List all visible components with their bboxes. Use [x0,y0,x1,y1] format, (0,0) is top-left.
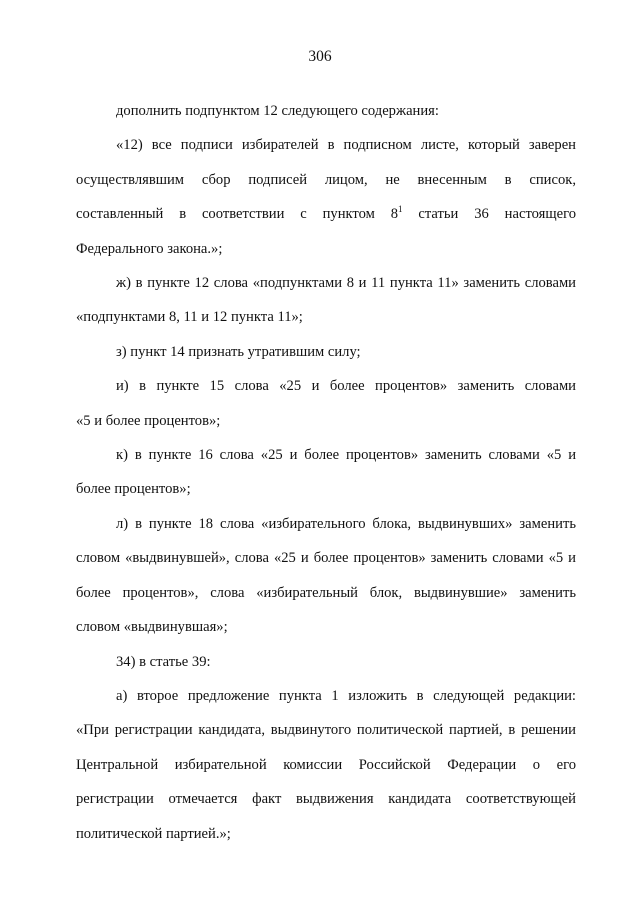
text-line: политической партией.»; [76,825,231,842]
page-number: 306 [308,48,332,65]
text-line: более процентов»; [76,481,191,498]
text-line: словом «выдвинувшая»; [76,619,228,636]
text-line: дополнить подпунктом 12 следующего содержания: [116,103,439,119]
text-line: Центральной избирательной комиссии Российской Федерации о его [76,756,576,773]
superscript: 1 [398,204,403,215]
text-line: «5 и более процентов»; [76,412,221,429]
text-line: з) пункт 14 признать утратившим силу; [116,343,361,360]
text-line: к) в пункте 16 слова «25 и более процентов» заменить словами «5 и [116,447,576,464]
document-body [76,94,576,851]
text-segment: статьи 36 настоящего [402,206,576,223]
text-segment: составленный в соответствии с пунктом 8 [76,206,399,223]
text-line: Федерального закона.»; [76,240,223,257]
text-line: «12) все подписи избирателей в подписном листе, который заверен [116,137,576,154]
text-line: ж) в пункте 12 слова «подпунктами 8 и 11 пункта 11» заменить словами [116,275,576,292]
text-line: словом «выдвинувшей», слова «25 и более процентов» заменить словами «5 и [76,550,576,567]
text-line-with-superscript [76,197,576,231]
text-line: осуществлявшим сбор подписей лицом, не внесенным в список, [76,171,576,188]
text-line: 34) в статье 39: [116,653,211,670]
text-line: и) в пункте 15 слова «25 и более процентов» заменить словами [116,378,576,395]
text-line: «подпунктами 8, 11 и 12 пункта 11»; [76,309,303,326]
text-line: более процентов», слова «избирательный блок, выдвинувшие» заменить [76,584,576,601]
text-line: а) второе предложение пункта 1 изложить в следующей редакции: [116,687,576,704]
text-line: регистрации отмечается факт выдвижения кандидата соответствующей [76,791,576,808]
text-line: л) в пункте 18 слова «избирательного блока, выдвинувших» заменить [116,515,576,532]
text-line: «При регистрации кандидата, выдвинутого политической партией, в решении [76,722,576,739]
